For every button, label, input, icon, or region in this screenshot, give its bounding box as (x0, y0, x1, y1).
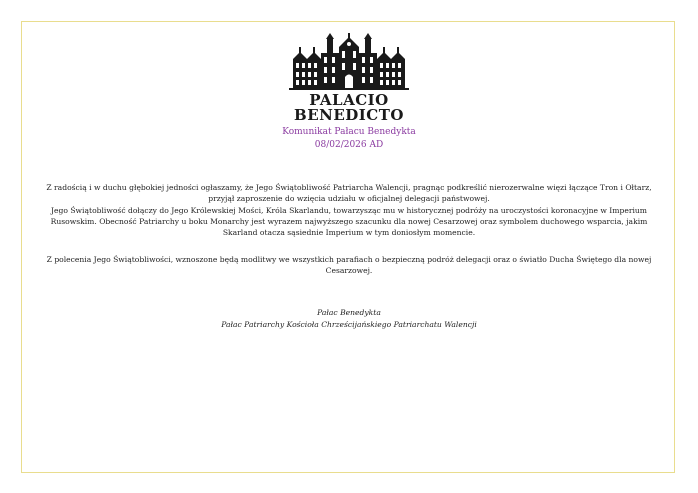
document-date: 08/02/2026 AD (314, 140, 384, 150)
paragraph-1-line-2: przyjął zaproszenie do wzięcia udziału w oficjalnej delegacji państwowej. (208, 194, 490, 203)
paragraph-3-line-1: Z polecenia Jego Świątobliwości, wznoszone będą modlitwy we wszystkich parafiach o bezpieczną podróż delegacji oraz o światło Ducha Świętego dla nowej (46, 255, 652, 264)
paragraph-3-line-2: Cesarzowej. (325, 266, 373, 275)
brand-name-line1: PALACIO (309, 91, 389, 109)
document-subtitle: Komunikat Pałacu Benedykta (282, 127, 416, 137)
logo (0, 33, 698, 91)
signature-line-2: Pałac Patriarchy Kościoła Chrześcijańskiego Patriarchatu Walencji (221, 320, 477, 329)
palace-building-icon (287, 33, 411, 91)
paragraph-1 (30, 182, 668, 204)
paragraph-2-line-1: Jego Świątobliwość dołączy do Jego Królewskiej Mości, Króla Skarlandu, towarzysząc mu w historycznej podróży na uroczystości koronacyjne w Imperium (50, 206, 648, 215)
paragraph-3 (30, 254, 668, 276)
paragraph-1-line-1: Z radością i w duchu głębokiej jedności ogłaszamy, że Jego Świątobliwość Patriarcha Walencji, pragnąc podkreślić nierozerwalne więzi łączące Tron i Ołtarz, (46, 183, 652, 192)
paragraph-2-line-2: Rusowskim. Obecność Patriarchy u boku Monarchy jest wyrazem najwyższego szacunku dla nowej Cesarzowej oraz symbolem duchowego wsparcia, jakim (50, 217, 648, 226)
paragraph-2-line-3: Skarland otacza sąsiednie Imperium w tym doniosłym momencie. (222, 228, 476, 237)
signature-line-1: Pałac Benedykta (317, 308, 381, 317)
paragraph-2 (30, 205, 668, 238)
brand-name-line2: BENEDICTO (294, 106, 404, 124)
